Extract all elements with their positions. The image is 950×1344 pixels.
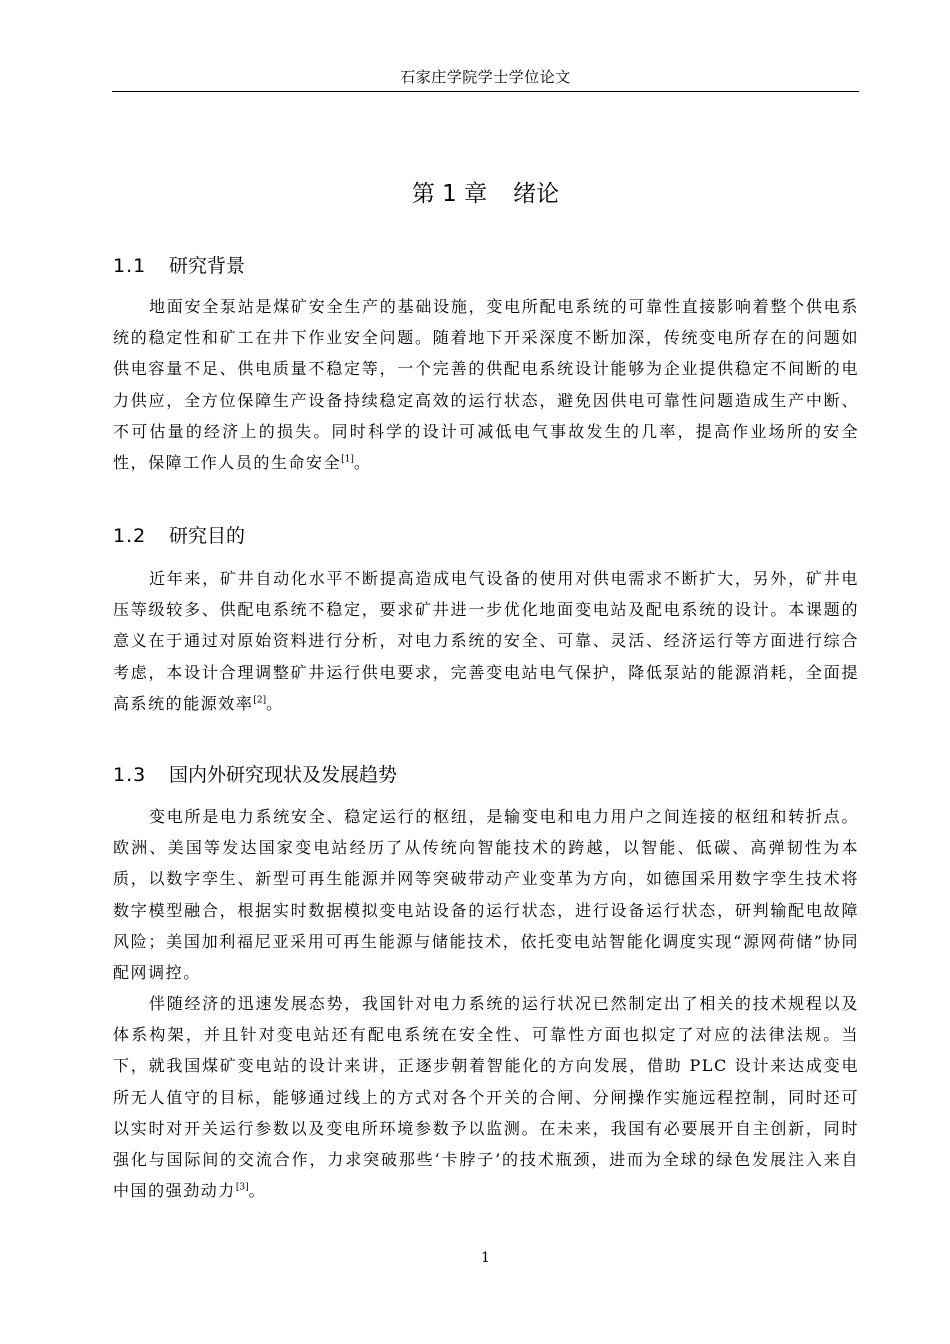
section-heading-1-2 (113, 521, 245, 551)
running-header: 石家庄学院学士学位论文 (400, 68, 571, 86)
section-heading-1-1 (113, 251, 245, 281)
section-number: 1.2 (113, 525, 147, 547)
section-title: 国内外研究现状及发展趋势 (169, 764, 398, 786)
section-number: 1.3 (113, 764, 147, 786)
paragraph-text: 地面安全泵站是煤矿安全生产的基础设施，变电所配电系统的可靠性直接影响着整个供电系统的稳定性和矿工在井下作业安全问题。随着地下开采深度不断加深，传统变电所存在的问题如供电容量不足、供电质量不稳定等，一个完善的供配电系统设计能够为企业提供稳定不间断的电力供应，全方位保障生产设备持续稳定高效的运行状态，避免因供电可靠性问题造成生产中断、不可估量的经济上的损失。同时科学的设计可减低电气事故发生的几率，提高作业场所的安全性，保障工作人员的生命安全 (113, 297, 859, 473)
section-title: 研究目的 (169, 525, 246, 547)
paragraph-text: 变电所是电力系统安全、稳定运行的枢纽，是输变电和电力用户之间连接的枢纽和转折点。欧洲、美国等发达国家变电站经历了从传统向智能技术的跨越，以智能、低碳、高弹韧性为本质，以数字孪生、新型可再生能源并网等突破带动产业变革为方向，如德国采用数字孪生技术将数字模型融合，根据实时数据模拟变电站设备的运行状态，进行设备运行状态，研判输配电故障风险；美国加利福尼亚采用可再生能源与储能技术，依托变电站智能化调度实现“源网荷储”协同配网调控。 (113, 807, 859, 983)
page-number: 1 (481, 1250, 490, 1266)
section-heading-1-3 (113, 760, 397, 790)
paragraph-text: 伴随经济的迅速发展态势，我国针对电力系统的运行状况已然制定出了相关的技术规程以及体系构架，并且针对变电站还有配电系统在安全性、可靠性方面也拟定了对应的法律法规。当下，就我国煤矿变电站的设计来讲，正逐步朝着智能化的方向发展，借助 PLC 设计来达成变电所无人值守的目标，能够通过线上的方式对各个开关的合闸、分闸操作实施远程控制，同时还可以实时对开关运行参数以及变电所环境参数予以监测。在未来，我国有必要展开自主创新，同时强化与国际间的交流合作，力求突破那些‘卡脖子’的技术瓶颈，进而为全球的绿色发展注入来自中国的强劲动力 (113, 994, 859, 1201)
citation: [1] (341, 454, 354, 465)
header-rule (112, 91, 859, 92)
chapter-number: 第 1 章 (411, 181, 488, 207)
paragraph-end: 。 (266, 693, 284, 713)
paragraph-end: 。 (353, 453, 372, 473)
paragraph-text: 近年来，矿井自动化水平不断提高造成电气设备的使用对供电需求不断扩大，另外，矿井电压等级较多、供配电系统不稳定，要求矿井进一步优化地面变电站及配电系统的设计。本课题的意义在于通过对原始资料进行分析，对电力系统的安全、可靠、灵活、经济运行等方面进行综合考虑，本设计合理调整矿井运行供电要求，完善变电站电气保护，降低泵站的能源消耗，全面提高系统的能源效率 (113, 569, 859, 713)
paragraph (113, 291, 859, 478)
paragraph (113, 563, 859, 719)
section-title: 研究背景 (169, 255, 246, 277)
paragraph (113, 988, 859, 1206)
paragraph-end: 。 (248, 1181, 267, 1201)
chapter-name: 绪论 (513, 181, 560, 207)
citation: [3] (235, 1182, 249, 1193)
paragraph (113, 801, 859, 988)
section-number: 1.1 (113, 255, 147, 277)
citation: [2] (253, 695, 267, 706)
chapter-title (112, 176, 859, 212)
